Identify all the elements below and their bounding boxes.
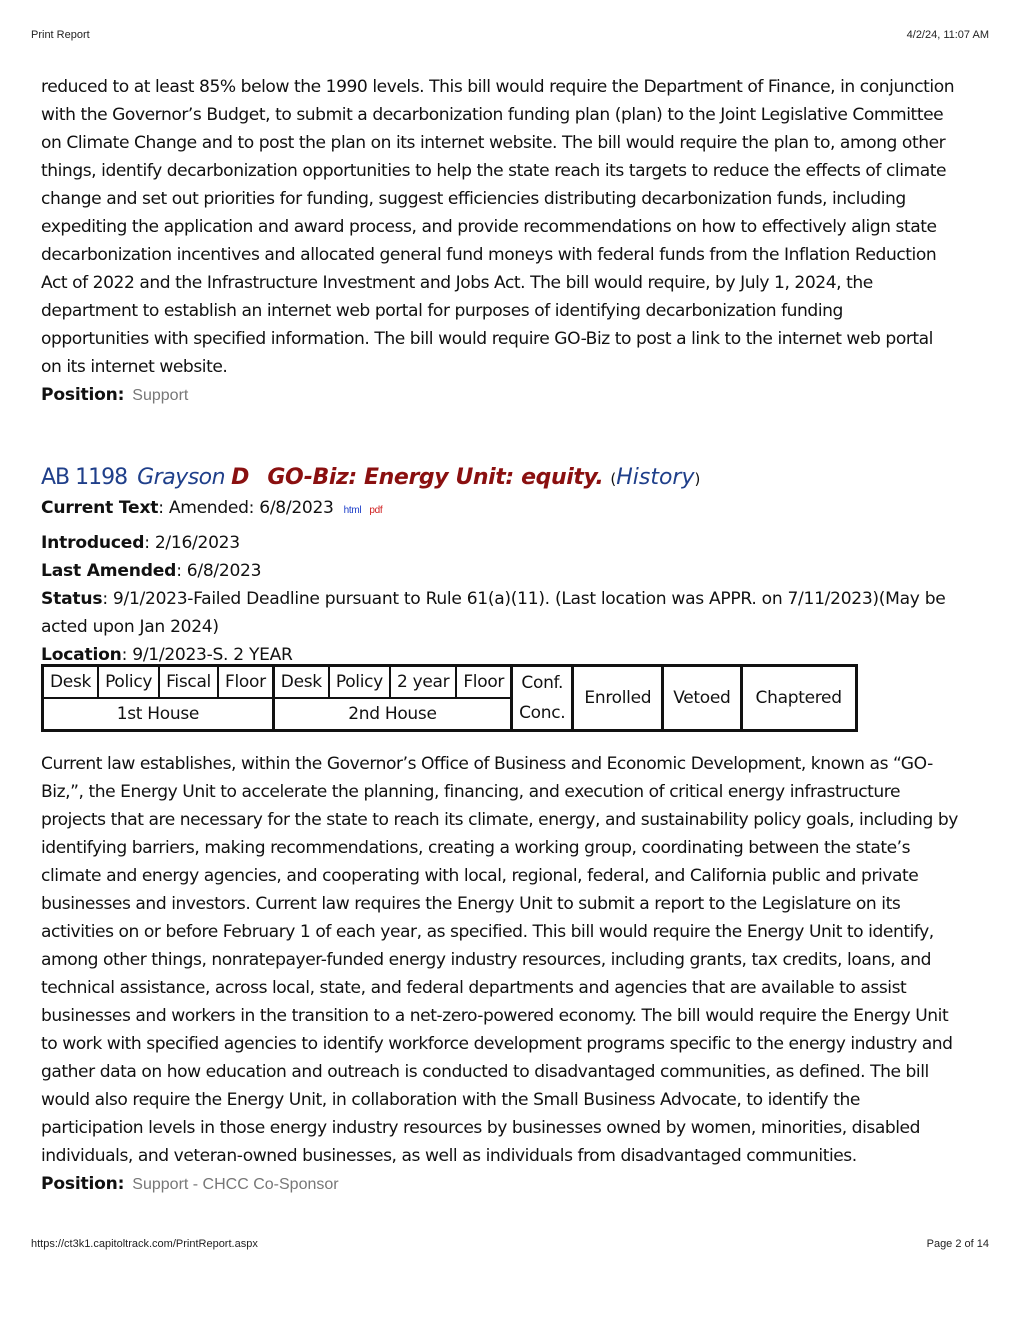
status-label: Status — [41, 589, 103, 609]
summary-line: reduced to at least 85% below the 1990 levels. This bill would require the Department of Finance, in conjunction — [41, 77, 955, 97]
step-1st-fiscal: Fiscal — [159, 666, 218, 698]
current-text-line — [41, 494, 981, 525]
location-value: : 9/1/2023-S. 2 YEAR — [121, 645, 293, 665]
bill-summary-section — [41, 750, 981, 1199]
introduced-line — [41, 529, 981, 557]
current-text-value: : Amended: 6/8/2023 — [158, 498, 334, 518]
summary-line: on its internet website. — [41, 357, 228, 377]
bill-party: D — [231, 465, 250, 490]
position-value: Support - CHCC Co-Sponsor — [132, 1176, 339, 1193]
print-timestamp: 4/2/24, 11:07 AM — [906, 29, 989, 41]
html-link[interactable]: html — [343, 505, 362, 516]
first-house-label: 1st House — [43, 698, 273, 730]
location-label: Location — [41, 645, 122, 665]
last-amended-label: Last Amended — [41, 561, 177, 581]
prev-bill-position — [41, 381, 981, 410]
summary-line: projects that are necessary for the state to reach its climate, energy, and sustainability policy goals, including by — [41, 810, 958, 830]
pdf-link[interactable]: pdf — [369, 505, 383, 516]
bill-title: GO-Biz: Energy Unit: equity. — [267, 465, 604, 490]
summary-line: activities on or before February 1 of each year, as specified. This bill would require the Energy Unit to identify, — [41, 922, 934, 942]
step-2nd-2year: 2 year — [390, 666, 456, 698]
prev-bill-summary — [41, 73, 981, 381]
summary-line: technical assistance, across local, state, and federal departments and agencies that are available to assist — [41, 978, 907, 998]
status-value: : 9/1/2023-Failed Deadline pursuant to Rule 61(a)(11). (Last location was APPR. on 7/11/2023)(May be — [102, 589, 946, 609]
history-link[interactable]: History — [616, 465, 695, 490]
step-1st-floor: Floor — [218, 666, 273, 698]
step-vetoed: Vetoed — [662, 666, 740, 730]
summary-line: on Climate Change and to post the plan on its internet website. The bill would require the plan to, among other — [41, 133, 946, 153]
step-1st-desk: Desk — [43, 666, 98, 698]
bill-number-link[interactable]: AB 1198 — [41, 465, 128, 490]
step-1st-policy: Policy — [98, 666, 159, 698]
print-report-header: Print Report — [31, 29, 90, 41]
position-label: Position: — [41, 1174, 125, 1194]
introduced-label: Introduced — [41, 533, 145, 553]
conc-label: Conc. — [519, 703, 566, 723]
position-value: Support — [132, 387, 189, 404]
page-url: https://ct3k1.capitoltrack.com/PrintReport.aspx — [31, 1238, 258, 1250]
step-conf-conc — [511, 666, 572, 730]
summary-line: identifying barriers, making recommendations, creating a working group, coordinating between the state’s — [41, 838, 911, 858]
bill-title-line — [41, 463, 981, 494]
bill-section — [41, 463, 981, 669]
summary-line: climate and energy agencies, and cooperating with local, regional, federal, and California public and private — [41, 866, 919, 886]
status-line-2: acted upon Jan 2024) — [41, 617, 219, 637]
second-house-label: 2nd House — [273, 698, 511, 730]
bill-progress-table — [41, 664, 858, 732]
bill-author-link[interactable]: Grayson — [137, 465, 226, 490]
step-enrolled: Enrolled — [572, 666, 662, 730]
paren-close: ) — [694, 470, 701, 488]
summary-line: among other things, nonratepayer-funded energy industry resources, including grants, tax credits, loans, and — [41, 950, 931, 970]
summary-line: businesses and investors. Current law requires the Energy Unit to submit a report to the Legislature on its — [41, 894, 901, 914]
current-text-label: Current Text — [41, 498, 159, 518]
conf-label: Conf. — [521, 673, 564, 693]
summary-line: gather data on how education and outreach is conducted to disadvantaged communities, as defined. The bill — [41, 1062, 929, 1082]
prev-bill-section — [41, 73, 981, 410]
summary-line: with the Governor’s Budget, to submit a decarbonization funding plan (plan) to the Joint Legislative Committee — [41, 105, 944, 125]
last-amended-line — [41, 557, 981, 585]
paren-open: ( — [610, 470, 617, 488]
summary-line: Current law establishes, within the Governor’s Office of Business and Economic Development, known as “GO- — [41, 754, 933, 774]
step-2nd-desk: Desk — [273, 666, 329, 698]
summary-line: expediting the application and award process, and provide recommendations on how to effectively align state — [41, 217, 937, 237]
summary-line: Biz,”, the Energy Unit to accelerate the planning, financing, and execution of critical energy infrastructure — [41, 782, 901, 802]
page-number: Page 2 of 14 — [926, 1238, 989, 1250]
position-label: Position: — [41, 385, 125, 405]
summary-line: businesses and workers in the transition to a net-zero-powered economy. The bill would require the Energy Unit — [41, 1006, 949, 1026]
summary-line: to work with specified agencies to identify workforce development programs specific to the energy industry and — [41, 1034, 953, 1054]
summary-line: change and set out priorities for funding, suggest efficiencies distributing decarbonization funds, including — [41, 189, 906, 209]
bill-summary — [41, 750, 981, 1170]
step-2nd-floor: Floor — [456, 666, 511, 698]
status-line — [41, 585, 981, 613]
summary-line: decarbonization incentives and allocated general fund moneys with federal funds from the Inflation Reduction — [41, 245, 937, 265]
summary-line: things, identify decarbonization opportunities to help the state reach its targets to reduce the effects of climate — [41, 161, 947, 181]
introduced-value: : 2/16/2023 — [144, 533, 240, 553]
summary-line: department to establish an internet web portal for purposes of identifying decarbonization funding — [41, 301, 843, 321]
last-amended-value: : 6/8/2023 — [176, 561, 262, 581]
summary-line: participation levels in those energy industry resources by businesses owned by women, minorities, disabled — [41, 1118, 921, 1138]
bill-position — [41, 1170, 981, 1199]
summary-line: opportunities with specified information. The bill would require GO-Biz to post a link to the internet web portal — [41, 329, 933, 349]
summary-line: would also require the Energy Unit, in collaboration with the Small Business Advocate, to identify the — [41, 1090, 860, 1110]
summary-line: Act of 2022 and the Infrastructure Investment and Jobs Act. The bill would require, by July 1, 2024, the — [41, 273, 873, 293]
summary-line: individuals, and veteran-owned businesses, as well as individuals from disadvantaged communities. — [41, 1146, 857, 1166]
step-chaptered: Chaptered — [741, 666, 856, 730]
step-2nd-policy: Policy — [329, 666, 390, 698]
